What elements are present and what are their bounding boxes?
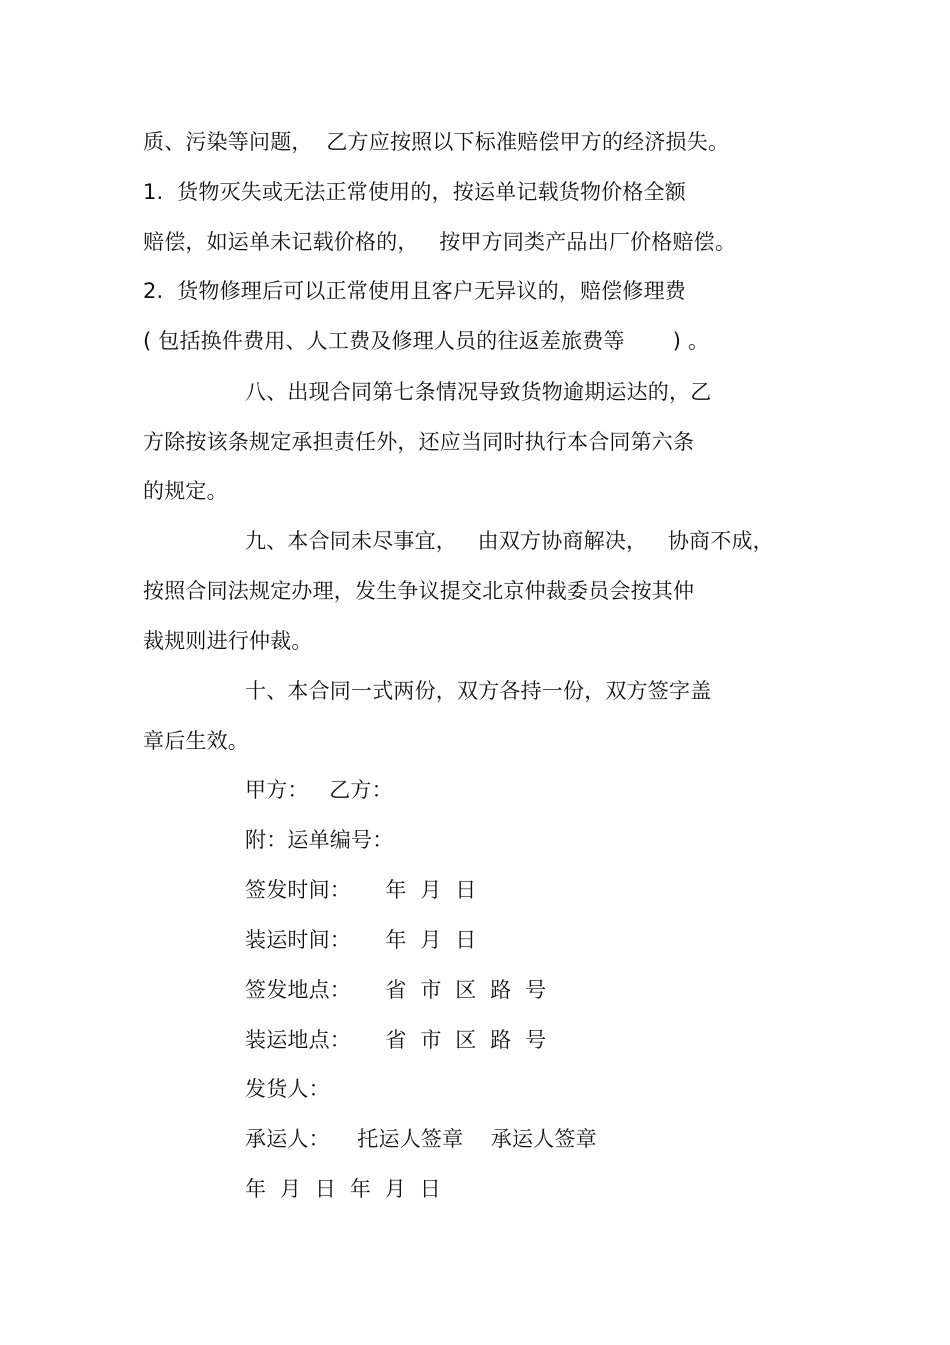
signature-parties: 甲方： 乙方： (245, 778, 393, 802)
clause-7-item-2-line-2: ( 包括换件费用、人工费及修理人员的往返差旅费等 ) 。 (143, 329, 710, 353)
clause-10-line-1: 十、本合同一式两份，双方各持一份，双方签字盖 (245, 679, 712, 703)
clause-8-line-1: 八、出现合同第七条情况导致货物逾期运达的，乙 (245, 380, 712, 404)
clause-8-line-2: 方除按该条规定承担责任外，还应当同时执行本合同第六条 (143, 430, 695, 454)
clause-9-line-3: 裁规则进行仲裁。 (143, 629, 313, 653)
clause-7-item-1-line-2: 赔偿，如运单未记载价格的， 按甲方同类产品出厂价格赔偿。 (143, 230, 737, 254)
shipping-location-field: 装运地点： 省 市 区 路 号 (245, 1028, 547, 1052)
issue-location-field: 签发地点： 省 市 区 路 号 (245, 978, 547, 1002)
clause-9-line-2: 按照合同法规定办理，发生争议提交北京仲裁委员会按其仲 (143, 579, 695, 603)
clause-9-line-1: 九、本合同未尽事宜， 由双方协商解决， 协商不成， (245, 529, 774, 553)
shipping-date-field: 装运时间： 年 月 日 (245, 928, 477, 952)
waybill-number-field: 附：运单编号： (245, 828, 394, 852)
clause-7-text-line-1: 质、污染等问题， 乙方应按照以下标准赔偿甲方的经济损失。 (143, 130, 730, 154)
clause-7-item-2-line-1: 2. 货物修理后可以正常使用且客户无异议的，赔偿修理费 (143, 279, 686, 303)
clause-10-line-2: 章后生效。 (143, 729, 249, 753)
signature-dates: 年 月 日 年 月 日 (245, 1177, 441, 1201)
carrier-signatures: 承运人： 托运人签章 承运人签章 (245, 1127, 597, 1151)
issue-date-field: 签发时间： 年 月 日 (245, 878, 477, 902)
clause-7-item-1-line-1: 1. 货物灭失或无法正常使用的，按运单记载货物价格全额 (143, 180, 686, 204)
clause-8-line-3: 的规定。 (143, 479, 228, 503)
shipper-field: 发货人： (245, 1077, 330, 1101)
